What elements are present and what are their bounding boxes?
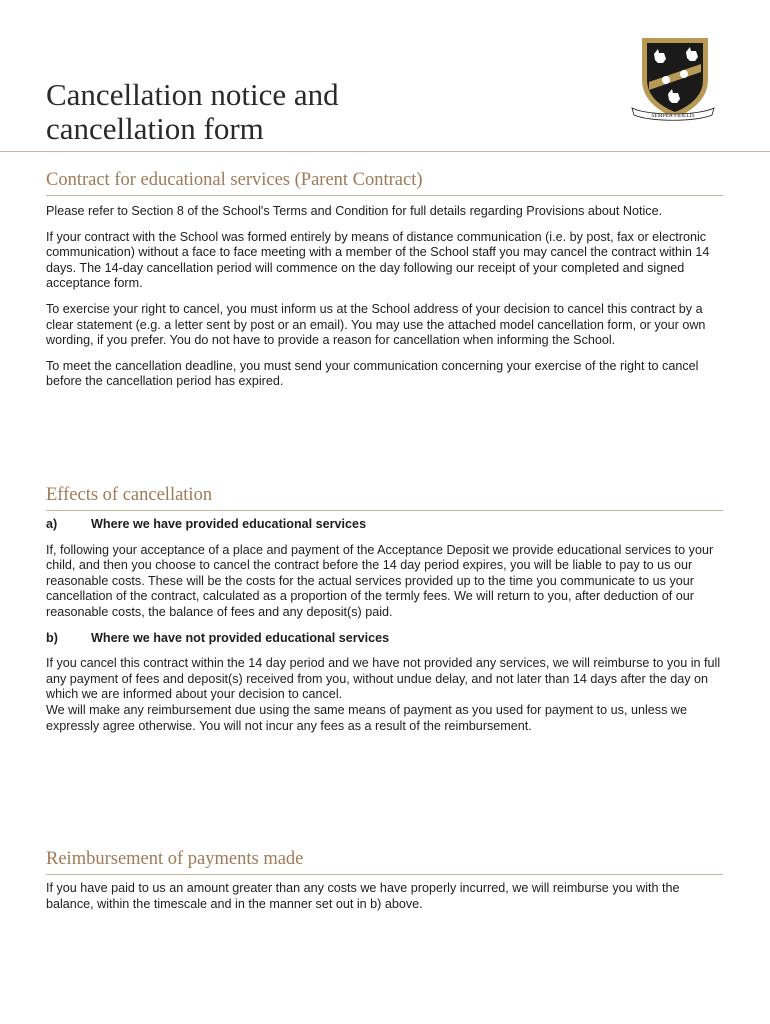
subsection-a-letter: a) (46, 517, 58, 531)
reimbursement-section (46, 848, 723, 912)
effects-section (46, 484, 723, 734)
subsection-a-text: If, following your acceptance of a place and payment of the Acceptance Deposit we provide educational services to your child, and then you choose to cancel the contract before the 14 day period expires, you will be liable to pay to us our reasonable costs. These will be the costs for the actual services provided up to the time you communicate to us your cancellation of the contract, calculated as a proportion of the termly fees. We will return to you, after deduction of our reasonable costs, the balance of fees and any deposit(s) paid. (46, 542, 714, 619)
contract-paragraph-2: If your contract with the School was formed entirely by means of distance communication (i.e. by post, fax or electronic communication) without a face to face meeting with a member of the School staff you may cancel the contract within 14 days. The 14-day cancellation period will commence on the day following our receipt of your completed and signed acceptance form. (46, 229, 710, 291)
reimbursement-heading: Reimbursement of payments made (46, 848, 723, 875)
subsection-a-title (46, 517, 723, 533)
contract-paragraph-1: Please refer to Section 8 of the School's Terms and Condition for full details regarding Provisions about Notice. (46, 204, 663, 218)
school-crest-logo (628, 36, 718, 122)
contract-paragraph-4: To meet the cancellation deadline, you must send your communication concerning your exercise of the right to cancel before the cancellation period has expired. (46, 358, 699, 389)
subsection-b-text-1: If you cancel this contract within the 14 day period and we have not provided any services, we will reimburse to you in full any payment of fees and deposit(s) received from you, without undue delay, and not later than 14 days after the day on which we are informed about your decision to cancel. (46, 656, 721, 702)
effects-heading: Effects of cancellation (46, 484, 723, 511)
svg-text:SEMPER FIDELIS: SEMPER FIDELIS (651, 113, 695, 119)
subsection-b-text-2: We will make any reimbursement due using the same means of payment as you used for payment to us, unless we expressly agree otherwise. You will not incur any fees as a result of the reimbursement. (46, 702, 687, 733)
page-title (46, 78, 339, 146)
subsection-a-heading: Where we have provided educational services (91, 517, 367, 531)
title-line-1: Cancellation notice and (46, 77, 339, 112)
reimbursement-text: If you have paid to us an amount greater than any costs we have properly incurred, we will reimburse you with the balance, within the timescale and in the manner set out in b) above. (46, 881, 680, 911)
contract-heading: Contract for educational services (Parent Contract) (46, 169, 723, 196)
subsection-b-title (46, 631, 723, 647)
contract-section (46, 169, 723, 390)
title-divider (0, 151, 770, 152)
contract-paragraph-3: To exercise your right to cancel, you must inform us at the School address of your decision to cancel this contract by a clear statement (e.g. a letter sent by post or an email). You may use the attached model cancellation form, or your own wording, if you prefer. You do not have to provide a reason for cancellation when informing the School. (46, 301, 706, 348)
subsection-b-letter: b) (46, 630, 58, 645)
title-line-2: cancellation form (46, 111, 264, 146)
subsection-b-heading: Where we have not provided educational services (91, 630, 390, 645)
